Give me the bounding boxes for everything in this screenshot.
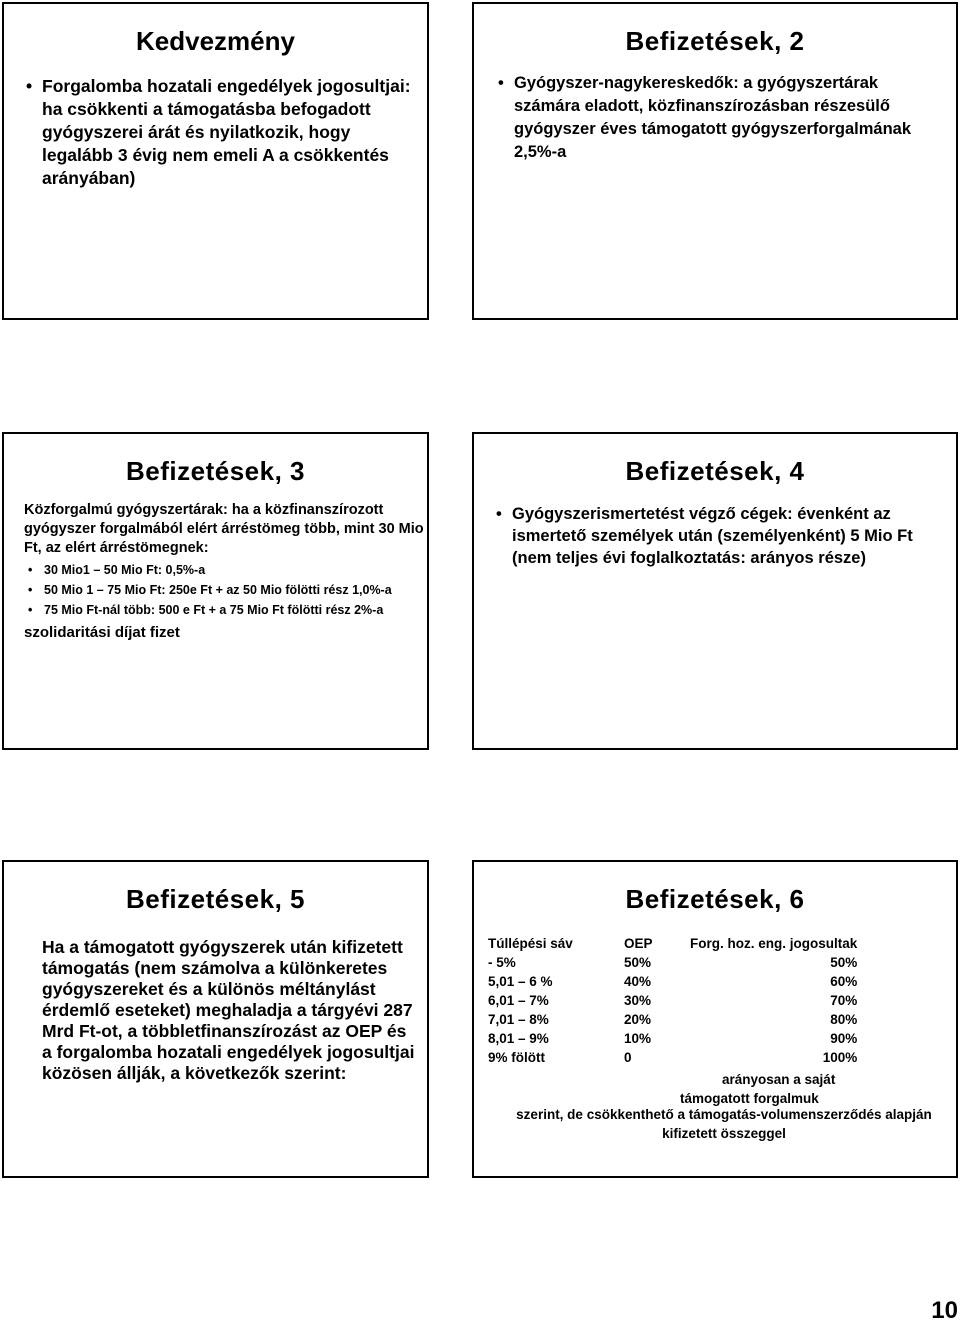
bullet-item: • Gyógyszer-nagykereskedők: a gyógyszertárak számára eladott, közfinanszírozásban részesülő gyógyszer éves támogatott gyógyszerforgalmának 2,5%-a <box>514 72 944 164</box>
table-cell: 6,01 – 7% <box>488 993 549 1008</box>
bullet-item: • Forgalomba hozatali engedélyek jogosultjai: ha csökkenti a támogatásba befogadott gyógyszerei árát és nyilatkozik, hogy legalább 3 évig nem emeli A a csökkentés arányában) <box>42 75 412 190</box>
bullet-list <box>42 75 412 190</box>
slide-befizetesek-5 <box>2 860 429 1178</box>
bullet-item: • 75 Mio Ft-nál több: 500 e Ft + a 75 Mio Ft fölötti rész 2%-a <box>44 602 424 619</box>
header-cell: Túllépési sáv <box>488 936 573 951</box>
table-cell: 40% <box>624 974 652 989</box>
table-cell: 9% fölött <box>488 1050 545 1065</box>
table-cell: 80% <box>830 1012 858 1027</box>
slide-befizetesek-2 <box>472 2 958 320</box>
share-table <box>488 936 857 1069</box>
bullet-item: • Gyógyszerismertetést végző cégek: évenként az ismertető személyek után (személyenként) 5 Mio Ft (nem teljes évi foglalkoztatás: arányos része) <box>512 503 942 569</box>
slide-title: Befizetések, 3 <box>126 456 305 486</box>
table-cell: 10% <box>624 1031 652 1046</box>
slide-title: Befizetések, 2 <box>625 26 805 56</box>
slide-title: Befizetések, 5 <box>126 884 305 914</box>
table-cell: 7,01 – 8% <box>488 1012 549 1027</box>
table-cell: 50% <box>624 955 652 970</box>
table-cell: 100% <box>822 1050 858 1065</box>
slide-tail-text: szolidaritási díjat fizet <box>24 624 180 641</box>
slide-kedvezmeny <box>2 2 429 320</box>
table-cell: 70% <box>830 993 858 1008</box>
table-row <box>488 1031 857 1050</box>
table-cell: 0 <box>624 1050 632 1065</box>
page-number: 10 <box>931 1297 958 1324</box>
table-cell: 50% <box>830 955 858 970</box>
table-row <box>488 955 857 974</box>
header-cell: OEP <box>624 936 653 951</box>
table-note-line: szerint, de csökkenthető a támogatás-volumenszerződés alapján kifizetett összeggel <box>516 1107 932 1141</box>
slide-befizetesek-4 <box>472 432 958 750</box>
table-cell: 8,01 – 9% <box>488 1031 549 1046</box>
table-row <box>488 993 857 1012</box>
bullet-list <box>514 72 944 164</box>
table-cell: - 5% <box>488 955 516 970</box>
table-row <box>488 1050 857 1069</box>
table-note-line: támogatott forgalmuk <box>680 1091 819 1106</box>
table-note-line: arányosan a saját <box>722 1072 836 1087</box>
bullet-item: • 30 Mio1 – 50 Mio Ft: 0,5%-a <box>44 562 424 579</box>
slide-befizetesek-3 <box>2 432 429 750</box>
slide-title: Befizetések, 6 <box>625 884 805 914</box>
table-cell: 5,01 – 6 % <box>488 974 553 989</box>
bullet-item: • 50 Mio 1 – 75 Mio Ft: 250e Ft + az 50 Mio fölötti rész 1,0%-a <box>44 582 424 599</box>
table-header-row <box>488 936 857 955</box>
bullet-list <box>512 503 942 569</box>
slide-body-text: Ha a támogatott gyógyszerek után kifizetett támogatás (nem számolva a különkeretes gyógyszereket és a különös méltánylást érdemlő eseteket) meghaladja a tárgyévi 287 Mrd Ft-ot, a többletfinanszírozást az OEP és a forgalomba hozatali engedélyek jogosultjai közösen állják, a következők szerint: <box>42 937 415 1083</box>
slide-lead-text: Közforgalmú gyógyszertárak: ha a közfinanszírozott gyógyszer forgalmából elért árréstömeg több, mint 30 Mio Ft, az elért árréstömegnek: <box>24 502 424 556</box>
header-cell: Forg. hoz. eng. jogosultak <box>690 936 858 951</box>
slide-title: Kedvezmény <box>136 26 295 56</box>
table-cell: 90% <box>830 1031 858 1046</box>
table-cell: 20% <box>624 1012 652 1027</box>
slide-befizetesek-6 <box>472 860 958 1178</box>
table-cell: 30% <box>624 993 652 1008</box>
table-row <box>488 1012 857 1031</box>
table-cell: 60% <box>830 974 858 989</box>
slide-title: Befizetések, 4 <box>625 456 805 486</box>
bullet-list <box>44 562 424 619</box>
slide-body <box>24 501 424 643</box>
table-row <box>488 974 857 993</box>
